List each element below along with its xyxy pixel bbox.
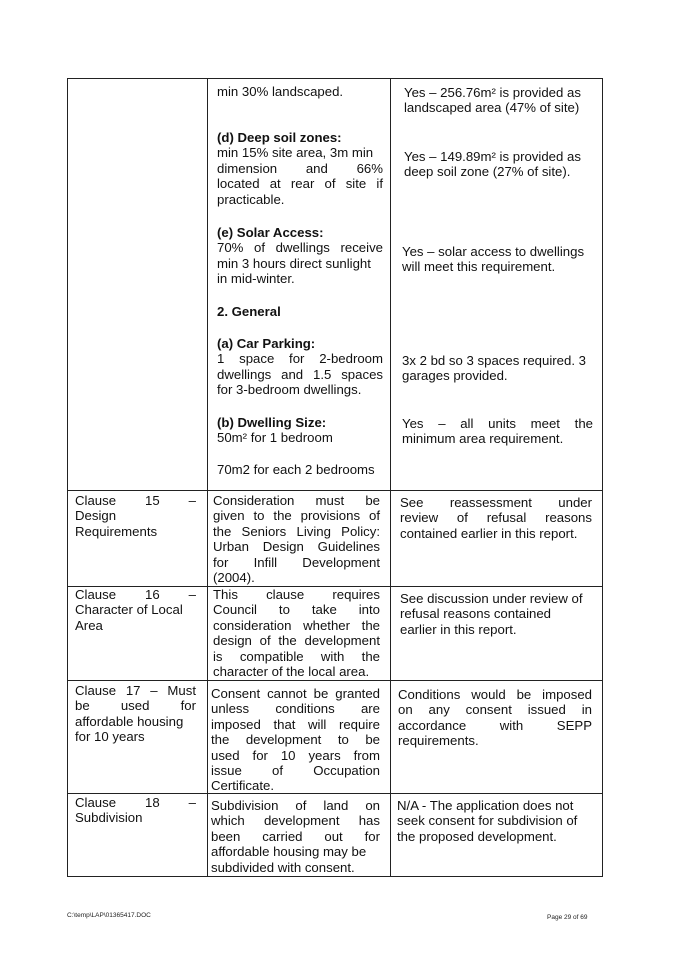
requirement-landscaped: min 30% landscaped.: [217, 84, 344, 99]
clause-17-response: Conditions would be imposed on any consent issued in accordance with SEPP requirements.: [398, 687, 592, 749]
clause-16-cell: Clause 16 – Character of Local Area: [75, 587, 196, 633]
row-divider: [68, 680, 602, 681]
clause-18-requirement: Subdivision of land on which development has been carried out for affordable housing may be subdivided with consent.: [211, 798, 380, 875]
clause-17-cell: Clause 17 – Must be used for affordable housing for 10 years: [75, 683, 196, 745]
deep-soil-heading: (d) Deep soil zones:: [217, 130, 342, 145]
row-divider: [68, 490, 602, 491]
response-deep-soil: Yes – 149.89m² is provided as deep soil zone (27% of site).: [404, 149, 581, 180]
column-divider: [390, 79, 391, 876]
clause-15-cell: Clause 15 – Design Requirements: [75, 493, 196, 539]
clause-15-response: See reassessment under review of refusal reasons contained earlier in this report.: [400, 495, 592, 541]
clause-16-response: See discussion under review of refusal reasons contained earlier in this report.: [400, 591, 583, 637]
requirement-car-parking: (a) Car Parking: 1 space for 2-bedroom dwellings and 1.5 spaces for 3-bedroom dwellings.: [217, 336, 383, 398]
column-divider: [207, 79, 208, 876]
response-car-parking: 3x 2 bd so 3 spaces required. 3 garages provided.: [402, 353, 587, 384]
general-heading: 2. General: [217, 304, 281, 319]
clause-17-requirement: Consent cannot be granted unless conditions are imposed that will require the development to be used for 10 years from issue of Occupation Certificate.: [211, 686, 380, 794]
solar-access-heading: (e) Solar Access:: [217, 225, 324, 240]
requirement-two-bedroom-size: 70m2 for each 2 bedrooms: [217, 462, 375, 477]
dwelling-size-heading: (b) Dwelling Size:: [217, 415, 327, 430]
footer-file-path: C:\temp\LAP\01365417.DOC: [67, 912, 151, 919]
response-landscaped: Yes – 256.76m² is provided as landscaped area (47% of site): [404, 85, 581, 116]
response-solar-access: Yes – solar access to dwellings will meet this requirement.: [402, 244, 585, 275]
clause-16-requirement: This clause requires Council to take into consideration whether the design of the development is compatible with the character of the local area.: [213, 587, 380, 680]
requirement-dwelling-size: (b) Dwelling Size: 50m² for 1 bedroom: [217, 415, 383, 446]
footer-page-number: Page 29 of 69: [547, 914, 588, 921]
requirement-solar-access: (e) Solar Access: 70% of dwellings receive min 3 hours direct sunlight in mid-winter.: [217, 225, 383, 287]
car-parking-heading: (a) Car Parking:: [217, 336, 316, 351]
clause-18-response: N/A - The application does not seek consent for subdivision of the proposed development.: [397, 798, 578, 844]
requirement-deep-soil: (d) Deep soil zones: min 15% site area, 3m min dimension and 66% located at rear of site if practicable.: [217, 130, 383, 207]
response-dwelling-size: Yes – all units meet the minimum area requirement.: [402, 416, 593, 447]
clause-15-requirement: Consideration must be given to the provisions of the Seniors Living Policy: Urban Design Guidelines for Infill Development (2004).: [213, 493, 380, 586]
clause-18-cell: Clause 18 – Subdivision: [75, 795, 196, 826]
